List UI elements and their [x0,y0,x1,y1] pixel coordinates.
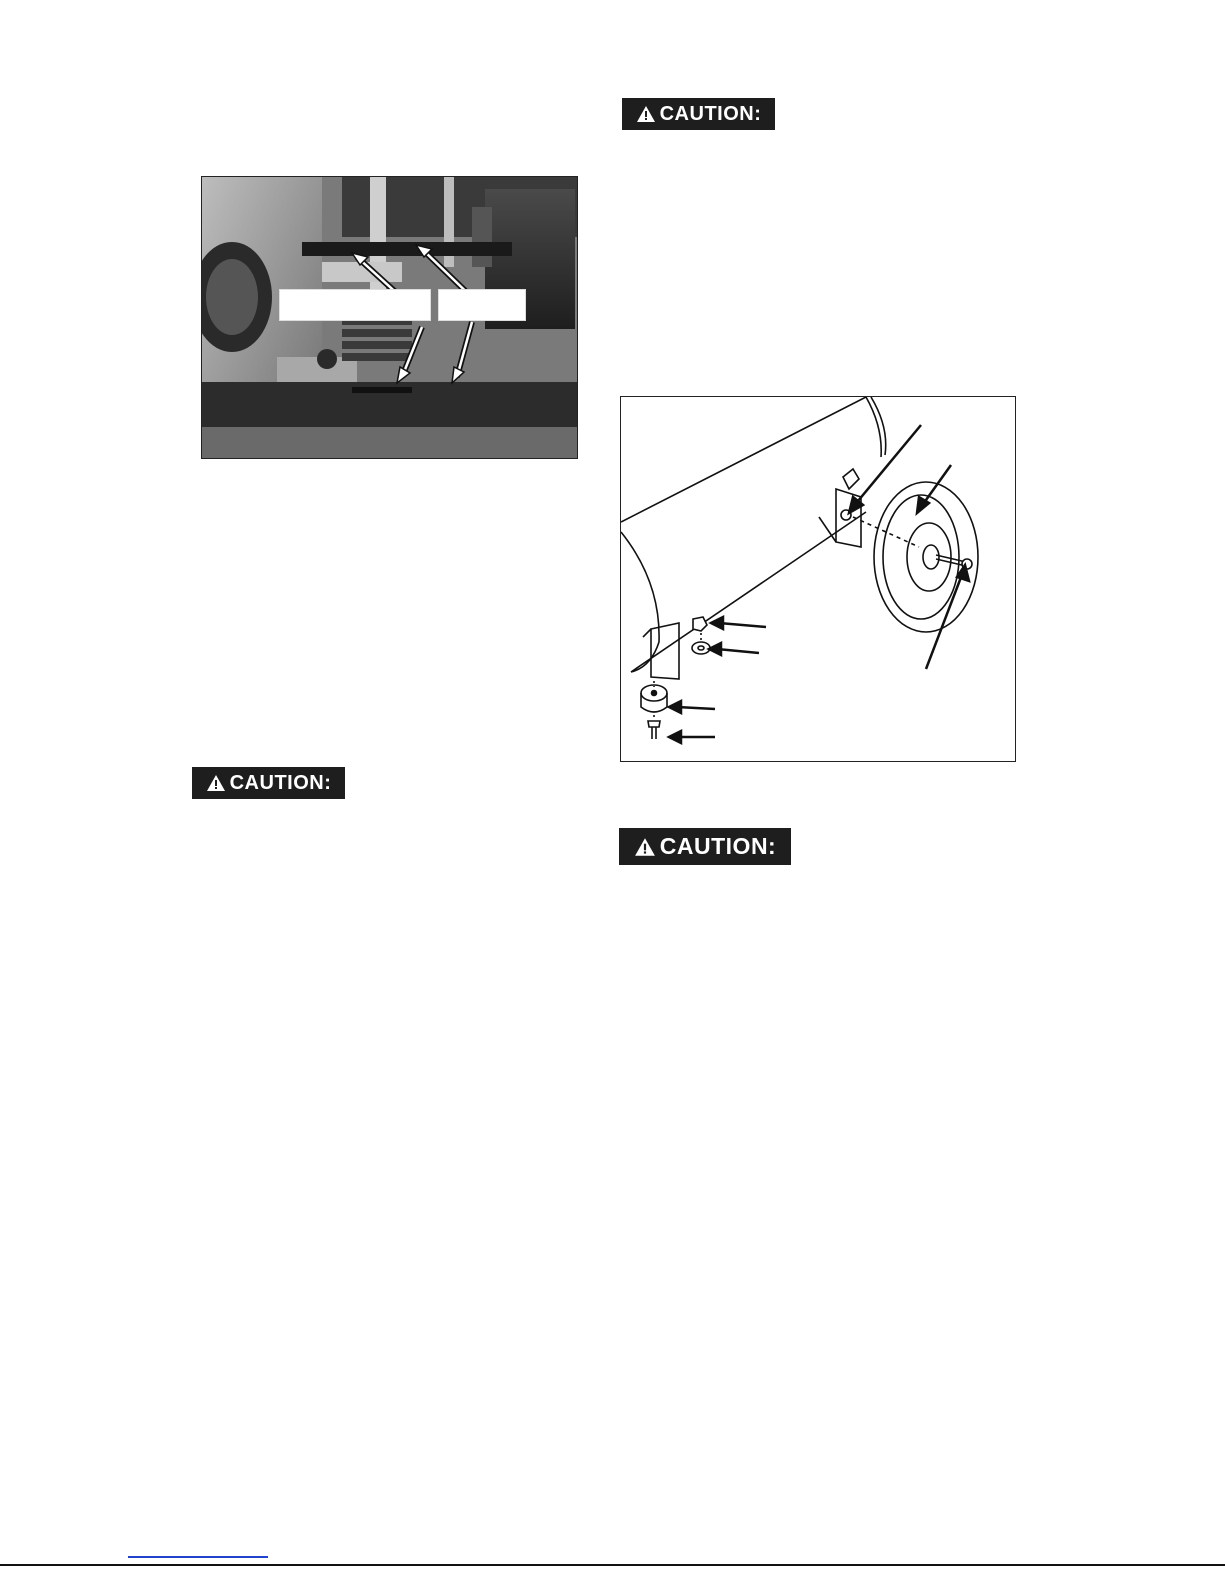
warning-triangle-icon [634,837,656,857]
footer-divider [0,1564,1225,1566]
footer-link-underline[interactable] [128,1556,268,1558]
wheel-assembly-diagram [621,397,1016,762]
caution-badge-left [192,767,345,799]
caution-badge-top-right [622,98,775,130]
photo-label-box-1 [279,289,431,321]
photo-label-box-2 [438,289,526,321]
warning-triangle-icon [636,105,656,123]
warning-triangle-icon [206,774,226,792]
caution-label: CAUTION: [659,833,777,859]
caution-label: CAUTION: [229,771,332,794]
figure-photo-compressor [201,176,578,459]
caution-badge-bottom-right [619,828,791,865]
figure-wheel-assembly [620,396,1016,762]
caution-label: CAUTION: [659,102,762,125]
